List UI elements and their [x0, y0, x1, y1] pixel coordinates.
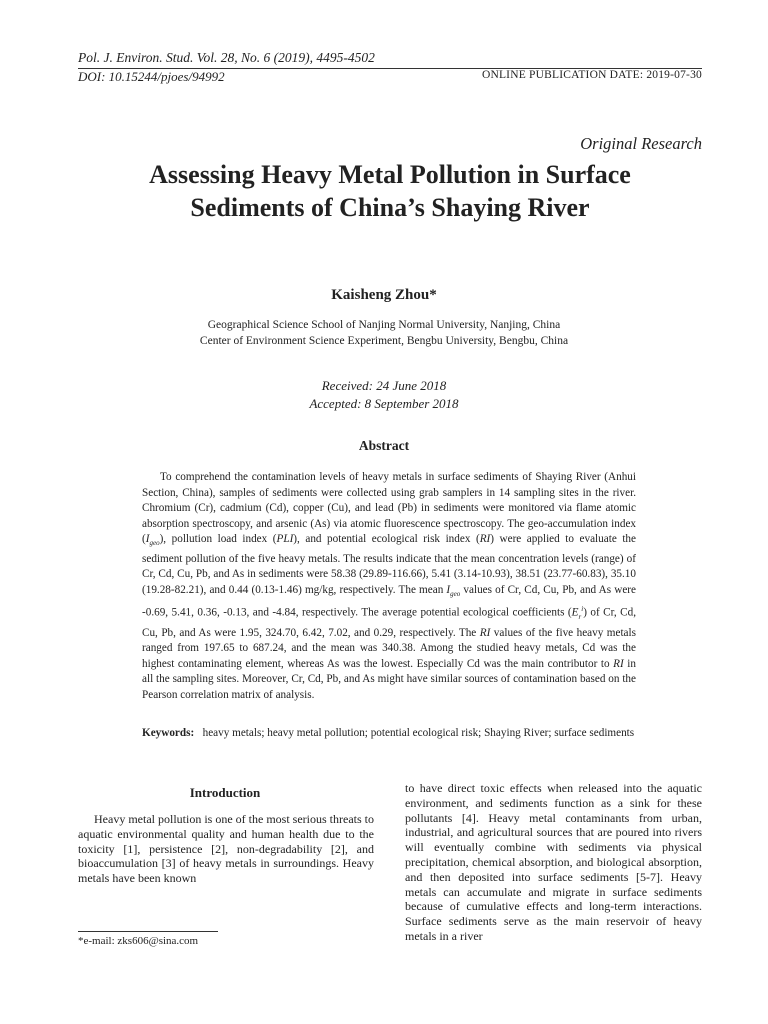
- abstract-body: [142, 470, 636, 703]
- keywords: Keywords: heavy metals; heavy metal pollution; potential ecological risk; Shaying River; surface sediments: [142, 727, 635, 739]
- online-publication-date: ONLINE PUBLICATION DATE: 2019-07-30: [481, 69, 702, 81]
- intro-paragraph-left: Heavy metal pollution is one of the most serious threats to aquatic environmental quality and human health due to the toxicity [1], persistence [2], non-degradability [2], and bioaccumulation [3] of heavy metals in surroundings. Heavy metals have been known: [78, 812, 374, 886]
- affiliation-2: Center of Environment Science Experiment, Bengbu University, Bengbu, China: [199, 335, 569, 347]
- title-line-1: Assessing Heavy Metal Pollution in Surface: [149, 160, 631, 189]
- journal-citation: Pol. J. Environ. Stud. Vol. 28, No. 6 (2019), 4495-4502: [78, 50, 375, 65]
- keywords-list: heavy metals; heavy metal pollution; potential ecological risk; Shaying River; surface sediments: [202, 727, 635, 739]
- intro-left-column: [78, 812, 374, 886]
- article-type: Original Research: [580, 134, 702, 153]
- abstract-paragraph: To comprehend the contamination levels of heavy metals in surface sediments of Shaying River (Anhui Section, China), samples of sediments were collected using grab samplers in 14 sampling sites in the river. Chromium (Cr), cadmium (Cd), copper (Cu), and lead (Pb) in sediments were monitored via flame atomic absorption spectroscopy, and arsenic (As) via atomic fluorescence spectroscopy. The geo-accumulation index $(I_{geo})$, pollution load index (PLI), and potential ecological risk index (RI) were applied to evaluate the sediment pollution of the five heavy metals. The results indicate that the mean concentration levels (range) of Cr, Cd, Cu, Pb, and As in sediments were 58.38 (29.89-116.66), 5.41 (3.14-10.93), 38.51 (23.77-60.83), 35.10 (19.28-82.21), and 0.44 (0.13-1.46) mg/kg, respectively. The mean $I_{geo}$ values of Cr, Cd, Cu, Pb, and As were -0.69, 5.41, 0.36, -0.13, and -4.84, respectively. The average potential ecological coefficients $(E_r^i)$ of Cr, Cd, Cu, Pb, and As were 1.95, 324.70, 6.42, 7.02, and 0.29, respectively. The RI values of the five heavy metals ranged from 197.65 to 687.24, and the mean was 340.38. Among the studied heavy metals, Cd was the highest contaminating element, whereas As was the lowest. Especially Cd was the main contributor to RI in all the sampling sites. Moreover, Cr, Cd, Pb, and As might have similar sources of contamination based on the Pearson correlation matrix of analysis.: [142, 471, 637, 701]
- abstract-heading: Abstract: [358, 438, 410, 453]
- intro-paragraph-right: to have direct toxic effects when released into the aquatic environment, and sediments function as a sink for these pollutants [4]. Heavy metal contaminants from urban, industrial, and agricultural sources that are poured into rivers will eventually combine with sediments via physical precipitation, chemical absorption, and biological absorption, and then deposited into surface sediments [5-7]. Heavy metals can accumulate and migrate in surface sediments because of cumulative effects and long-term interactions. Surface sediments serve as the main reservoir of heavy metals in a river: [405, 781, 702, 943]
- corresponding-email[interactable]: *e-mail: zks606@sina.com: [78, 935, 199, 947]
- accepted-date: Accepted: 8 September 2018: [309, 396, 459, 411]
- title-line-2: Sediments of China’s Shaying River: [190, 193, 590, 222]
- introduction-heading: Introduction: [189, 785, 261, 800]
- author-name: Kaisheng Zhou*: [331, 287, 437, 303]
- received-date: Received: 24 June 2018: [321, 378, 447, 393]
- keywords-label: Keywords: [142, 727, 191, 739]
- affiliation-1: Geographical Science School of Nanjing Normal University, Nanjing, China: [207, 319, 561, 331]
- article-title: [60, 158, 720, 224]
- footnote-rule: [78, 931, 218, 932]
- intro-right-column: [405, 781, 702, 944]
- doi[interactable]: DOI: 10.15244/pjoes/94992: [78, 69, 225, 84]
